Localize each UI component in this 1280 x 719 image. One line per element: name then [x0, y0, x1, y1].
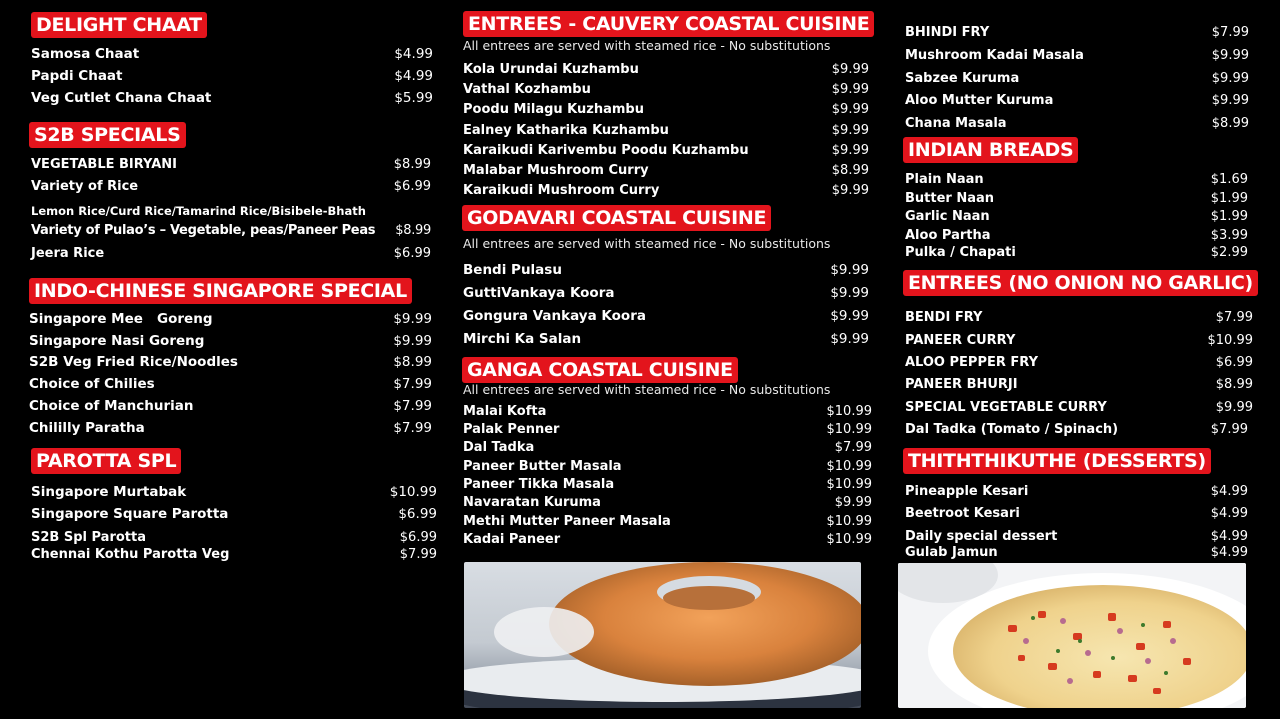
item-price: $10.99 — [1207, 332, 1253, 348]
item-price: $8.99 — [393, 354, 432, 370]
item-name: Dal Tadka — [463, 439, 535, 455]
section-note: All entrees are served with steamed rice - No substitutions — [463, 236, 831, 251]
item-name: Dal Tadka (Tomato / Spinach) — [905, 421, 1119, 437]
menu-item — [463, 530, 872, 548]
item-name: Karaikudi Karivembu Poodu Kuzhambu — [463, 142, 749, 158]
item-price: $9.99 — [830, 262, 869, 278]
menu-item — [31, 221, 431, 239]
item-price: $7.99 — [399, 546, 437, 562]
item-price: $9.99 — [831, 61, 869, 77]
item-price: $7.99 — [1210, 421, 1248, 437]
menu-item — [463, 283, 869, 303]
menu-item — [463, 161, 869, 179]
item-price: $9.99 — [831, 142, 869, 158]
item-price: $7.99 — [834, 439, 872, 455]
item-name: PANEER BHURJI — [905, 376, 1018, 392]
item-name: Navaratan Kuruma — [463, 494, 601, 510]
item-price: $9.99 — [1215, 399, 1253, 415]
item-name: Paneer Butter Masala — [463, 458, 622, 474]
menu-item — [29, 418, 432, 438]
item-name: Singapore Murtabak — [31, 484, 187, 500]
item-name: Chililly Paratha — [29, 420, 145, 436]
item-price: $6.99 — [399, 529, 437, 545]
item-price: $9.99 — [831, 182, 869, 198]
item-name: Mirchi Ka Salan — [463, 331, 582, 347]
menu-item — [463, 121, 869, 139]
item-price: $9.99 — [393, 333, 432, 349]
item-name: SPECIAL VEGETABLE CURRY — [905, 399, 1107, 415]
menu-item — [905, 46, 1249, 64]
menu-item — [463, 512, 872, 530]
item-price: $8.99 — [393, 156, 431, 172]
item-price: $4.99 — [1210, 528, 1248, 544]
uttapam-illustration — [898, 563, 1246, 708]
item-name: Gongura Vankaya Koora — [463, 308, 646, 324]
menu-item — [463, 80, 869, 98]
item-price: $10.99 — [826, 476, 872, 492]
menu-item — [463, 402, 872, 420]
menu-item — [905, 398, 1253, 416]
item-name: Singapore Square Parotta — [31, 506, 229, 522]
menu-item — [29, 309, 432, 329]
item-price: $4.99 — [394, 68, 433, 84]
item-price: $8.99 — [1211, 115, 1249, 131]
menu-item — [29, 352, 432, 372]
menu-item — [463, 60, 869, 78]
menu-item — [905, 189, 1248, 207]
menu-item — [31, 44, 433, 64]
item-name: Gulab Jamun — [905, 544, 998, 560]
menu-item — [463, 438, 872, 456]
uttapam-photo — [898, 563, 1246, 708]
item-name: Chennai Kothu Parotta Veg — [31, 546, 230, 562]
menu-item — [31, 155, 431, 173]
item-name: Palak Penner — [463, 421, 560, 437]
menu-item — [31, 203, 431, 219]
item-name: Pineapple Kesari — [905, 483, 1029, 499]
item-price: $8.99 — [1215, 376, 1253, 392]
item-name: Beetroot Kesari — [905, 505, 1020, 521]
item-price: $4.99 — [1210, 505, 1248, 521]
section-note: All entrees are served with steamed rice - No substitutions — [463, 38, 831, 53]
item-price: $10.99 — [826, 421, 872, 437]
menu-item — [905, 504, 1248, 522]
item-price: $9.99 — [830, 331, 869, 347]
section-header-s2b-specials: S2B SPECIALS — [29, 122, 186, 148]
menu-item — [905, 207, 1248, 225]
item-price: $9.99 — [1211, 92, 1249, 108]
item-name: Jeera Rice — [31, 245, 105, 261]
item-name: Plain Naan — [905, 171, 984, 187]
item-price: $7.99 — [393, 398, 432, 414]
item-name: BHINDI FRY — [905, 24, 990, 40]
item-name: Singapore Mee Goreng — [29, 311, 213, 327]
item-price: $6.99 — [393, 178, 431, 194]
menu-item — [463, 420, 872, 438]
item-price: $10.99 — [389, 484, 437, 500]
item-name: Papdi Chaat — [31, 68, 123, 84]
item-name: Choice of Chilies — [29, 376, 155, 392]
menu-item — [463, 141, 869, 159]
item-name: Kadai Paneer — [463, 531, 561, 547]
item-name: GuttiVankaya Koora — [463, 285, 615, 301]
item-price: $8.99 — [831, 162, 869, 178]
menu-item — [29, 331, 432, 351]
item-name: Sabzee Kuruma — [905, 70, 1020, 86]
menu-item — [905, 23, 1249, 41]
menu-item — [31, 545, 437, 563]
menu-item — [463, 493, 872, 511]
item-name: Singapore Nasi Goreng — [29, 333, 205, 349]
item-price: $9.99 — [834, 494, 872, 510]
item-name: Bendi Pulasu — [463, 262, 562, 278]
item-price: $5.99 — [394, 90, 433, 106]
item-name: Methi Mutter Paneer Masala — [463, 513, 671, 529]
item-name: Garlic Naan — [905, 208, 990, 224]
item-name: ALOO PEPPER FRY — [905, 354, 1038, 370]
section-header-cauvery: ENTREES - CAUVERY COASTAL CUISINE — [463, 11, 874, 37]
vada-photo — [464, 562, 861, 708]
item-name: Samosa Chaat — [31, 46, 140, 62]
menu-item — [31, 88, 433, 108]
item-price: $4.99 — [394, 46, 433, 62]
item-price: $10.99 — [826, 531, 872, 547]
menu-item — [463, 260, 869, 280]
item-name: Malai Kofta — [463, 403, 547, 419]
menu-item — [905, 243, 1248, 261]
item-name: Kola Urundai Kuzhambu — [463, 61, 639, 77]
menu-item — [905, 543, 1248, 561]
item-price: $7.99 — [393, 376, 432, 392]
menu-item — [905, 420, 1248, 438]
menu-item — [905, 482, 1248, 500]
item-price: $9.99 — [1211, 47, 1249, 63]
menu-item — [905, 114, 1249, 132]
menu-item — [463, 475, 872, 493]
item-price: $9.99 — [831, 101, 869, 117]
section-header-ganga: GANGA COASTAL CUISINE — [462, 357, 738, 383]
item-price: $10.99 — [826, 458, 872, 474]
item-name: Variety of Pulao’s – Vegetable, peas/Paneer Peas — [31, 222, 376, 238]
item-name: Choice of Manchurian — [29, 398, 194, 414]
item-name: Ealney Katharika Kuzhambu — [463, 122, 669, 138]
item-name: Poodu Milagu Kuzhambu — [463, 101, 644, 117]
item-name: Aloo Mutter Kuruma — [905, 92, 1054, 108]
menu-item — [905, 170, 1248, 188]
menu-item — [463, 100, 869, 118]
menu-item — [463, 457, 872, 475]
item-name: Karaikudi Mushroom Curry — [463, 182, 660, 198]
item-price: $3.99 — [1210, 227, 1248, 243]
item-name: Daily special dessert — [905, 528, 1058, 544]
menu-item — [29, 374, 432, 394]
item-name: Lemon Rice/Curd Rice/Tamarind Rice/Bisibele-Bhath — [31, 204, 366, 218]
menu-item — [31, 504, 437, 524]
item-name: Paneer Tikka Masala — [463, 476, 615, 492]
menu-item — [905, 69, 1249, 87]
item-name: BENDI FRY — [905, 309, 983, 325]
section-header-delight-chaat: DELIGHT CHAAT — [31, 12, 207, 38]
menu-item — [31, 528, 437, 546]
section-header-indo-chinese: INDO-CHINESE SINGAPORE SPECIAL — [29, 278, 412, 304]
item-price: $4.99 — [1210, 483, 1248, 499]
menu-item — [905, 353, 1253, 371]
item-name: S2B Veg Fried Rice/Noodles — [29, 354, 238, 370]
item-name: VEGETABLE BIRYANI — [31, 156, 178, 172]
item-name: Aloo Partha — [905, 227, 991, 243]
item-price: $1.99 — [1210, 208, 1248, 224]
section-header-desserts: THITHTHIKUTHE (DESSERTS) — [903, 448, 1211, 474]
menu-item — [31, 482, 437, 502]
section-header-no-onion-no-garlic: ENTREES (NO ONION NO GARLIC) — [903, 270, 1258, 296]
section-header-godavari: GODAVARI COASTAL CUISINE — [462, 205, 771, 231]
item-name: S2B Spl Parotta — [31, 529, 146, 545]
item-price: $9.99 — [393, 311, 432, 327]
menu-item — [31, 244, 431, 262]
item-price: $9.99 — [830, 308, 869, 324]
menu-item — [905, 226, 1248, 244]
item-price: $7.99 — [1211, 24, 1249, 40]
item-price: $1.69 — [1210, 171, 1248, 187]
item-name: Pulka / Chapati — [905, 244, 1016, 260]
item-price: $7.99 — [393, 420, 432, 436]
menu-item — [463, 306, 869, 326]
item-name: Butter Naan — [905, 190, 995, 206]
menu-item — [905, 331, 1253, 349]
menu-item — [463, 181, 869, 199]
menu-item — [905, 91, 1249, 109]
item-price: $6.99 — [1215, 354, 1253, 370]
item-price: $9.99 — [830, 285, 869, 301]
item-name: Vathal Kozhambu — [463, 81, 591, 97]
item-price: $6.99 — [398, 506, 437, 522]
menu-item — [463, 329, 869, 349]
menu-item — [31, 66, 433, 86]
section-header-parotta-spl: PAROTTA SPL — [31, 448, 181, 474]
item-price: $10.99 — [826, 513, 872, 529]
item-name: Mushroom Kadai Masala — [905, 47, 1084, 63]
item-name: Malabar Mushroom Curry — [463, 162, 649, 178]
item-price: $9.99 — [831, 81, 869, 97]
menu-item — [905, 308, 1253, 326]
item-price: $9.99 — [831, 122, 869, 138]
menu-item — [31, 177, 431, 195]
item-name: Variety of Rice — [31, 178, 139, 194]
item-price: $7.99 — [1215, 309, 1253, 325]
item-name: PANEER CURRY — [905, 332, 1016, 348]
vada-illustration — [464, 562, 861, 708]
item-price: $8.99 — [395, 222, 431, 238]
item-price: $6.99 — [393, 245, 431, 261]
menu-item — [29, 396, 432, 416]
item-price: $10.99 — [826, 403, 872, 419]
item-name: Chana Masala — [905, 115, 1007, 131]
item-price: $9.99 — [1211, 70, 1249, 86]
item-price: $1.99 — [1210, 190, 1248, 206]
section-header-indian-breads: INDIAN BREADS — [903, 137, 1078, 163]
item-price: $4.99 — [1210, 544, 1248, 560]
menu-item — [905, 375, 1253, 393]
item-name: Veg Cutlet Chana Chaat — [31, 90, 212, 106]
item-price: $2.99 — [1210, 244, 1248, 260]
section-note: All entrees are served with steamed rice - No substitutions — [463, 382, 831, 397]
